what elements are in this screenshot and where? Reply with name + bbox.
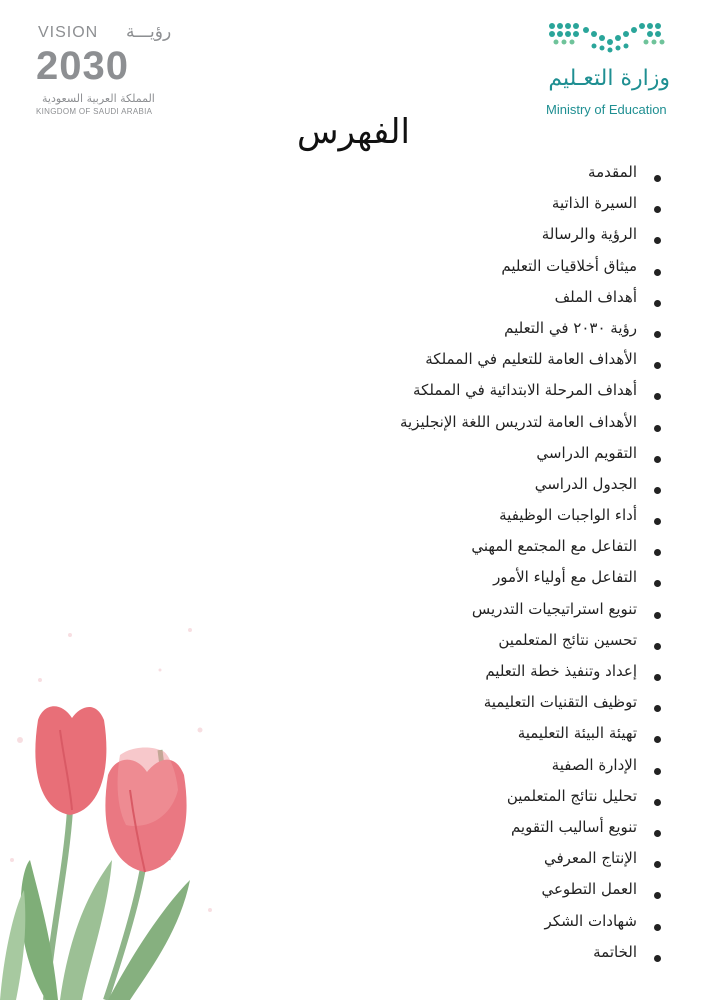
toc-item xyxy=(301,662,661,693)
tulip-flowers-illustration xyxy=(0,610,230,1000)
bullet-icon xyxy=(654,269,661,276)
toc-item xyxy=(301,413,661,444)
ministry-name-en: Ministry of Education xyxy=(546,102,667,117)
toc-item-label: أهداف الملف xyxy=(554,287,637,306)
bullet-icon xyxy=(654,580,661,587)
bullet-icon xyxy=(654,892,661,899)
vision-label-ar: رؤيـــة xyxy=(126,22,172,42)
toc-item xyxy=(301,381,661,412)
bullet-icon xyxy=(654,643,661,650)
bullet-icon xyxy=(654,830,661,837)
toc-item xyxy=(301,194,661,225)
toc-item-label: تحليل نتائج المتعلمين xyxy=(506,786,637,805)
toc-item-label: تحسين نتائج المتعلمين xyxy=(498,630,637,649)
vision-2030-logo xyxy=(34,22,174,122)
bullet-icon xyxy=(654,425,661,432)
toc-item-label: السيرة الذاتية xyxy=(551,194,637,213)
bullet-icon xyxy=(654,612,661,619)
toc-item xyxy=(301,568,661,599)
bullet-icon xyxy=(654,362,661,369)
toc-item xyxy=(301,444,661,475)
toc-item xyxy=(301,849,661,880)
bullet-icon xyxy=(654,300,661,307)
toc-item xyxy=(301,537,661,568)
bullet-icon xyxy=(654,206,661,213)
bullet-icon xyxy=(654,861,661,868)
table-of-contents xyxy=(301,163,661,974)
toc-item xyxy=(301,818,661,849)
toc-item xyxy=(301,600,661,631)
toc-item-label: المقدمة xyxy=(588,163,637,181)
bullet-icon xyxy=(654,924,661,931)
bullet-icon xyxy=(654,487,661,494)
bullet-icon xyxy=(654,331,661,338)
ministry-name-ar: وزارة التعـليم xyxy=(548,66,670,91)
toc-item-label: الأهداف العامة لتدريس اللغة الإنجليزية xyxy=(400,412,637,431)
toc-item-label: تنويع استراتيجيات التدريس xyxy=(471,599,637,618)
toc-item-label: الخاتمة xyxy=(593,942,637,961)
vision-label: VISION xyxy=(38,24,99,41)
toc-item xyxy=(301,631,661,662)
bullet-icon xyxy=(654,549,661,556)
bullet-icon xyxy=(654,237,661,244)
toc-item xyxy=(301,724,661,755)
toc-item xyxy=(301,350,661,381)
toc-item-label: الجدول الدراسي xyxy=(534,474,637,493)
toc-item xyxy=(301,943,661,974)
toc-item-label: الأهداف العامة للتعليم في المملكة xyxy=(425,350,637,369)
toc-item-label: رؤية ٢٠٣٠ في التعليم xyxy=(504,318,637,337)
page-title: الفهرس xyxy=(297,112,410,152)
toc-item-label: أداء الواجبات الوظيفية xyxy=(499,506,637,525)
toc-item xyxy=(301,880,661,911)
vision-year: 2030 xyxy=(36,44,129,88)
toc-item-label: التفاعل مع المجتمع المهني xyxy=(471,537,637,556)
kingdom-name-en: KINGDOM OF SAUDI ARABIA xyxy=(36,107,153,116)
toc-item-label: العمل التطوعي xyxy=(541,880,637,899)
bullet-icon xyxy=(654,705,661,712)
toc-item xyxy=(301,475,661,506)
toc-item xyxy=(301,319,661,350)
bullet-icon xyxy=(654,674,661,681)
kingdom-name-ar: المملكة العربية السعودية xyxy=(42,92,155,105)
bullet-icon xyxy=(654,955,661,962)
bullet-icon xyxy=(654,456,661,463)
ministry-of-education-logo xyxy=(540,18,680,118)
toc-item xyxy=(301,506,661,537)
bullet-icon xyxy=(654,393,661,400)
toc-item-label: إعداد وتنفيذ خطة التعليم xyxy=(485,662,637,680)
toc-item-label: توظيف التقنيات التعليمية xyxy=(483,693,637,712)
toc-item xyxy=(301,756,661,787)
toc-item-label: التفاعل مع أولياء الأمور xyxy=(493,568,637,587)
toc-item-label: ميثاق أخلاقيات التعليم xyxy=(501,256,637,275)
ministry-dots-icon xyxy=(546,18,670,58)
toc-item-label: الإنتاج المعرفي xyxy=(543,849,637,868)
bullet-icon xyxy=(654,768,661,775)
toc-item xyxy=(301,163,661,194)
bullet-icon xyxy=(654,736,661,743)
bullet-icon xyxy=(654,799,661,806)
toc-item xyxy=(301,693,661,724)
toc-item-label: تنويع أساليب التقويم xyxy=(510,817,637,836)
toc-item-label: الرؤية والرسالة xyxy=(541,225,637,244)
toc-item-label: الإدارة الصفية xyxy=(551,755,637,774)
toc-item xyxy=(301,225,661,256)
toc-item-label: شهادات الشكر xyxy=(544,911,637,930)
toc-item xyxy=(301,912,661,943)
toc-item-label: تهيئة البيئة التعليمية xyxy=(517,724,637,743)
toc-item xyxy=(301,288,661,319)
toc-item xyxy=(301,257,661,288)
toc-item-label: أهداف المرحلة الابتدائية في المملكة xyxy=(413,381,637,400)
bullet-icon xyxy=(654,518,661,525)
toc-item-label: التقويم الدراسي xyxy=(536,443,637,462)
bullet-icon xyxy=(654,175,661,182)
toc-item xyxy=(301,787,661,818)
